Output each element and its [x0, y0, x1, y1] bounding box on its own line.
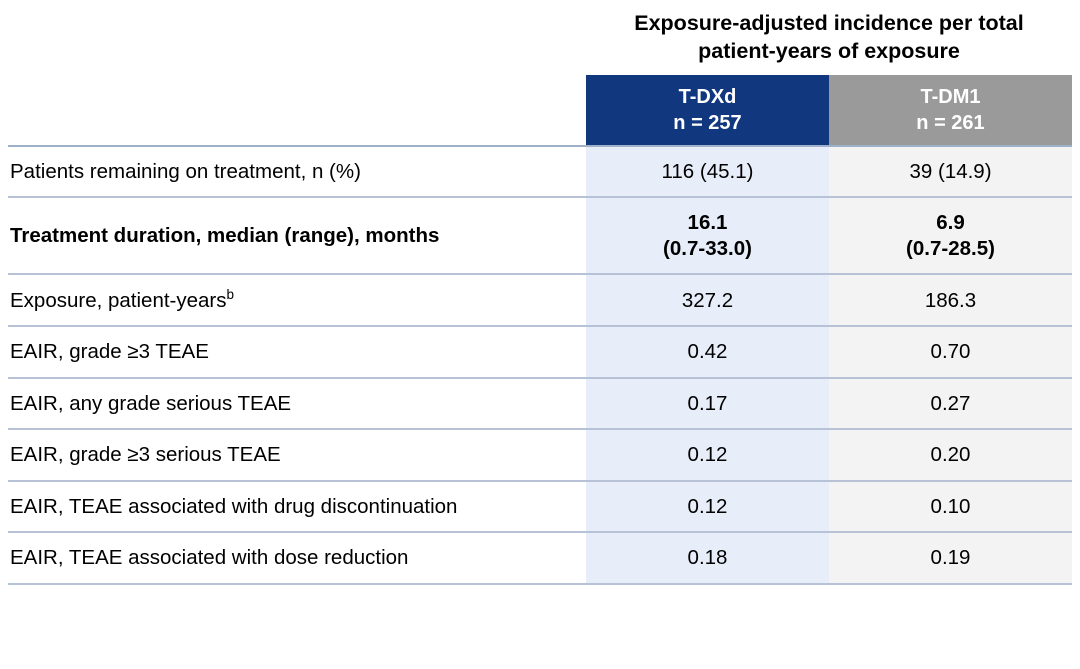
row-value-t-dxd: 0.17	[586, 378, 829, 429]
row-value-t-dxd: 0.18	[586, 532, 829, 583]
row-label: EAIR, TEAE associated with dose reduction	[8, 532, 586, 583]
table-row	[8, 429, 1072, 480]
table-row	[8, 378, 1072, 429]
superheader-spacer	[8, 4, 586, 75]
row-value-t-dm1-line1: 6.9	[936, 211, 965, 235]
row-label: EAIR, any grade serious TEAE	[8, 378, 586, 429]
row-value-t-dm1: 0.20	[829, 429, 1072, 480]
column-header-t-dxd-n: n = 257	[673, 112, 742, 135]
superheader-label: Exposure-adjusted incidence per total patient-years of exposure	[634, 11, 1024, 63]
row-value-t-dxd: 116 (45.1)	[586, 146, 829, 197]
column-header-t-dm1-name: T-DM1	[920, 86, 981, 109]
table-row	[8, 481, 1072, 532]
row-label: EAIR, grade ≥3 serious TEAE	[8, 429, 586, 480]
row-value-t-dxd: 327.2	[586, 274, 829, 326]
row-label	[8, 274, 586, 326]
row-value-t-dm1: 0.27	[829, 378, 1072, 429]
row-value-t-dxd-line2: (0.7-33.0)	[663, 236, 752, 260]
row-label: EAIR, grade ≥3 TEAE	[8, 326, 586, 377]
row-value-t-dm1: 39 (14.9)	[829, 146, 1072, 197]
row-value-t-dm1: 0.10	[829, 481, 1072, 532]
table-row	[8, 532, 1072, 583]
column-header-t-dxd	[586, 75, 829, 146]
row-value-t-dm1-line2: (0.7-28.5)	[906, 236, 995, 260]
exposure-adjusted-incidence-table	[8, 4, 1072, 585]
row-value-t-dxd	[586, 197, 829, 274]
column-header-t-dm1	[829, 75, 1072, 146]
table-bottom-rule	[8, 584, 1072, 585]
row-value-t-dxd: 0.12	[586, 429, 829, 480]
row-value-t-dxd: 0.42	[586, 326, 829, 377]
row-label-text: Exposure, patient-years	[10, 289, 227, 313]
row-label: Patients remaining on treatment, n (%)	[8, 146, 586, 197]
table-row	[8, 197, 1072, 274]
bottom-rule-a-cell	[586, 584, 829, 585]
table-row	[8, 326, 1072, 377]
table-header-row	[8, 75, 1072, 146]
row-label: EAIR, TEAE associated with drug discontinuation	[8, 481, 586, 532]
row-label-footnote-marker: b	[226, 287, 235, 303]
row-value-t-dm1	[829, 197, 1072, 274]
column-header-t-dm1-n: n = 261	[916, 112, 985, 135]
row-value-t-dxd: 0.12	[586, 481, 829, 532]
table-row	[8, 274, 1072, 326]
column-header-t-dxd-name: T-DXd	[678, 86, 737, 109]
row-value-t-dm1: 0.70	[829, 326, 1072, 377]
row-value-t-dm1: 186.3	[829, 274, 1072, 326]
row-value-t-dm1: 0.19	[829, 532, 1072, 583]
table-row	[8, 146, 1072, 197]
header-corner-cell	[8, 75, 586, 146]
bottom-rule-label-cell	[8, 584, 586, 585]
row-label: Treatment duration, median (range), months	[8, 197, 586, 274]
bottom-rule-b-cell	[829, 584, 1072, 585]
row-value-t-dxd-line1: 16.1	[687, 211, 728, 235]
table-superheader-row	[8, 4, 1072, 75]
